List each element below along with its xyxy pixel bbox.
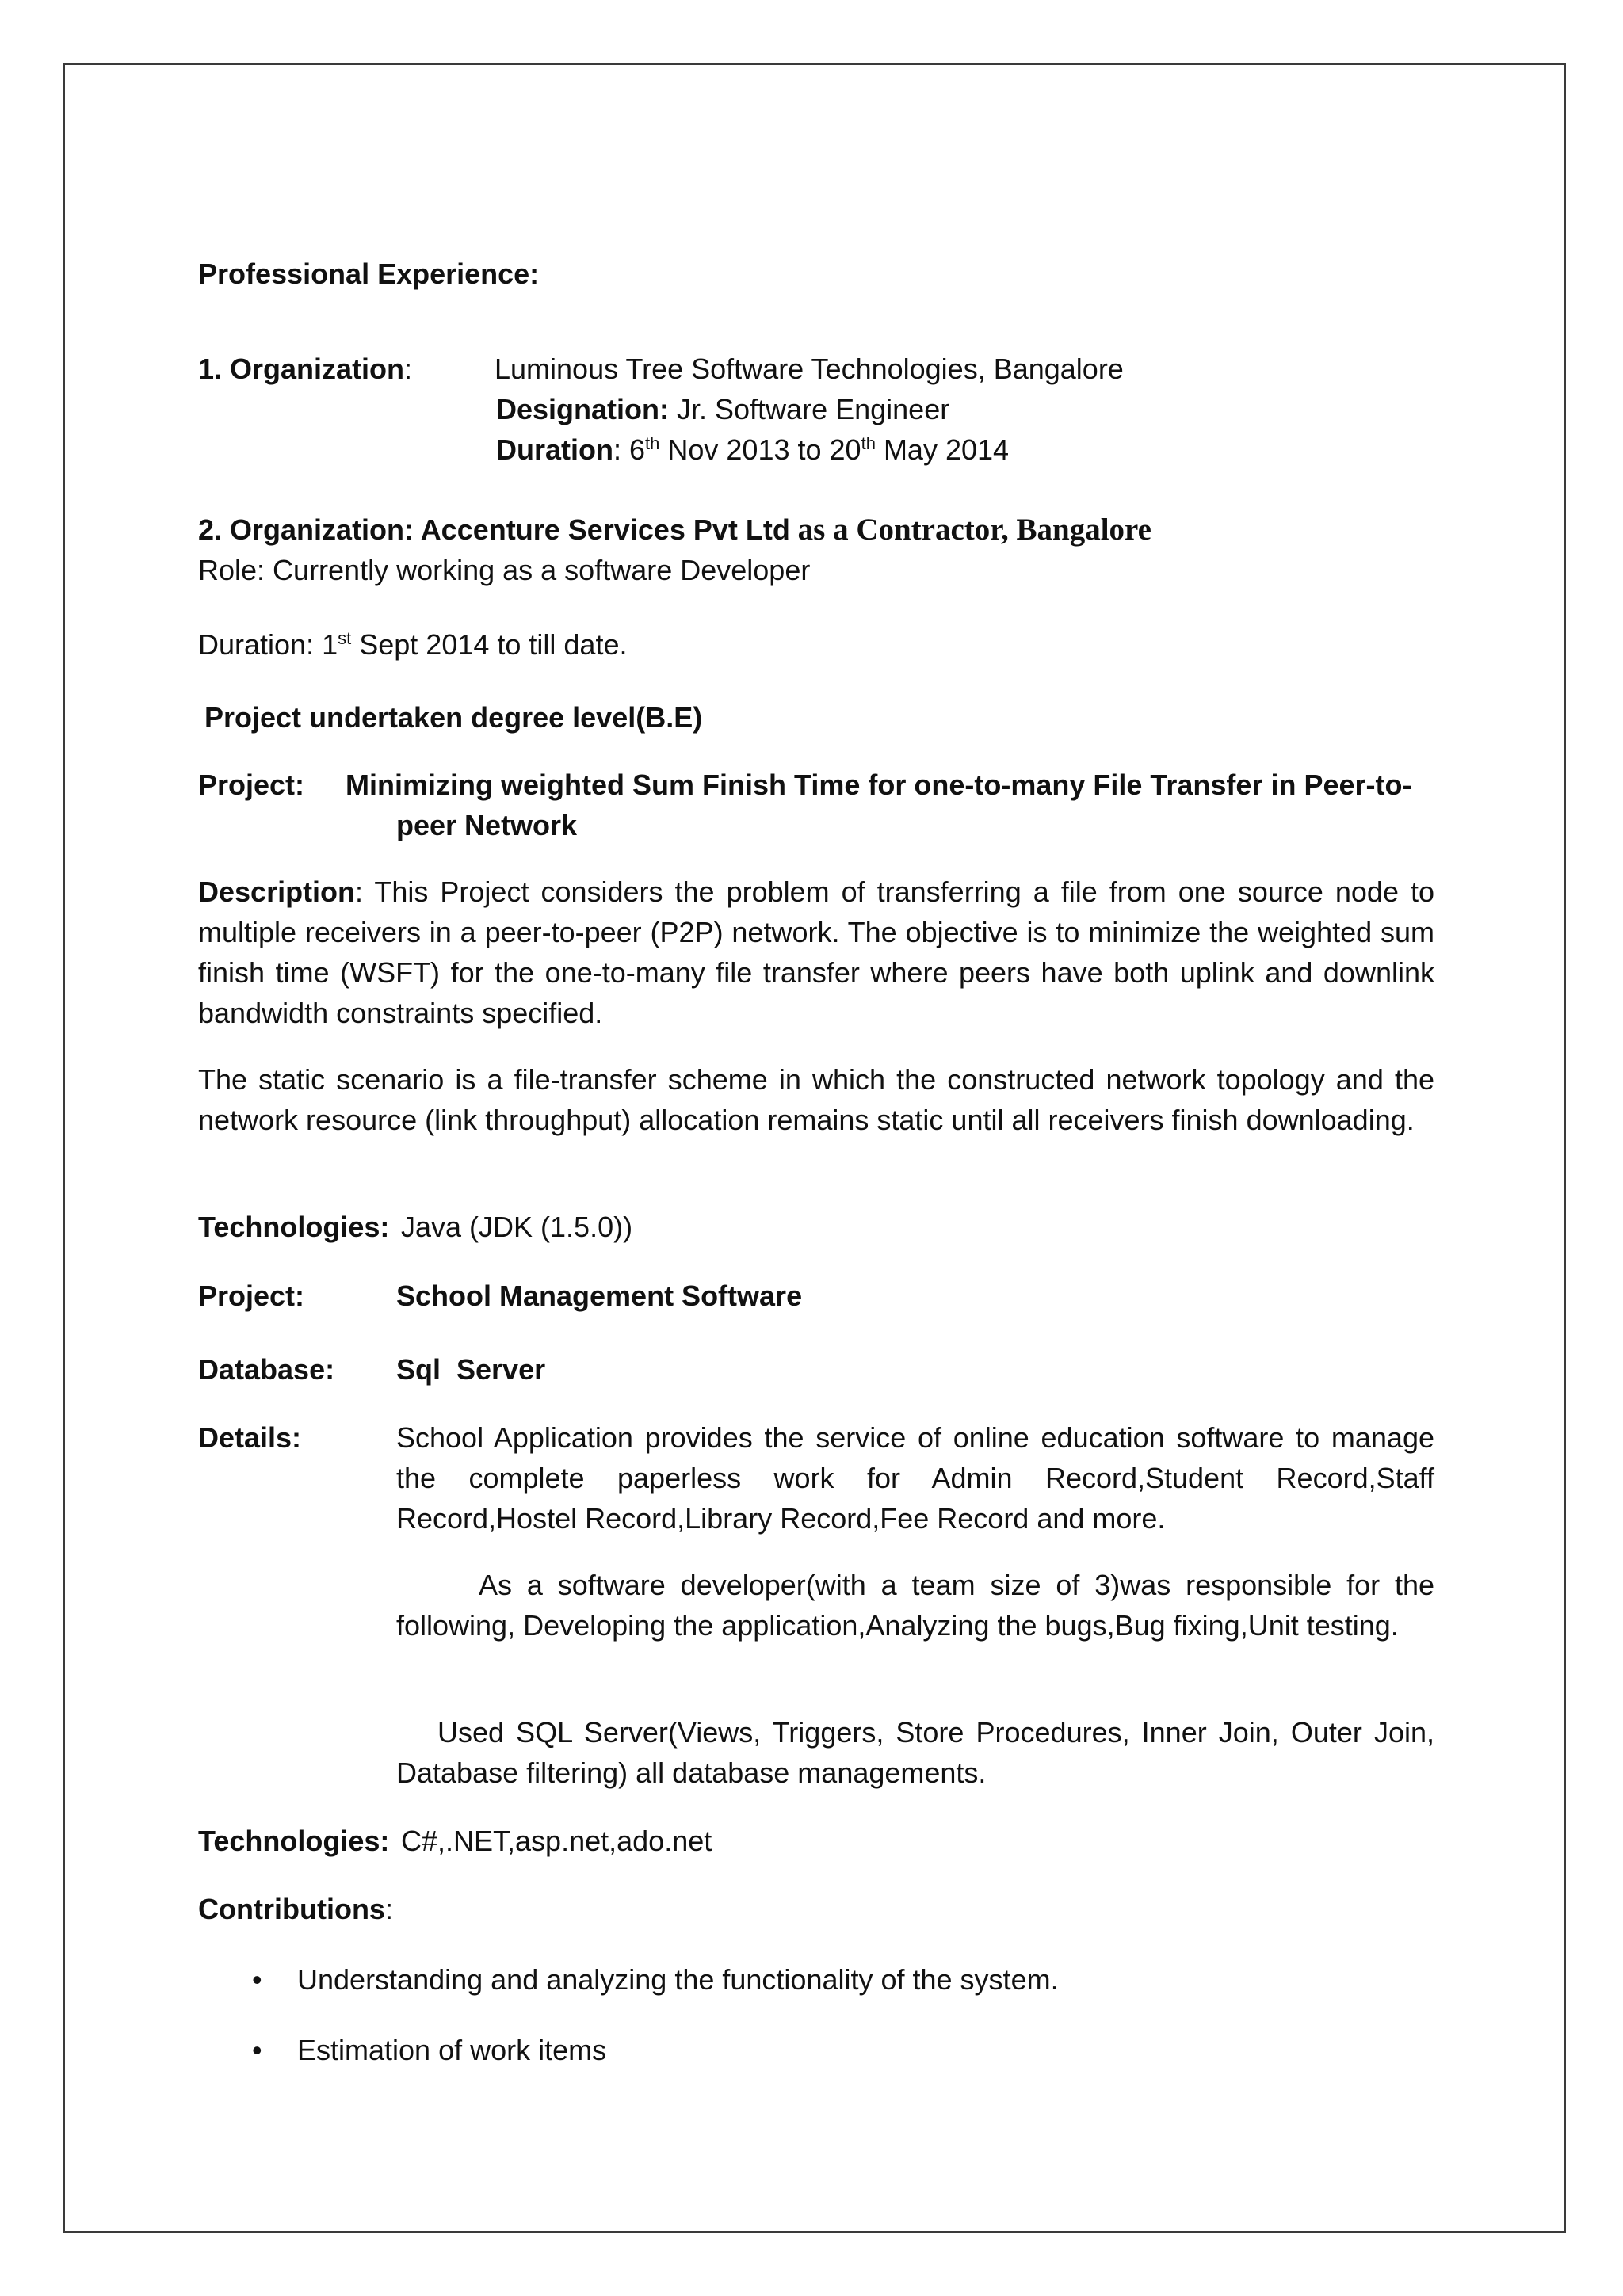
org1-duration-mid: Nov 2013 to 20: [659, 433, 861, 466]
project2-technologies-value: C#,.NET,asp.net,ado.net: [401, 1825, 712, 1857]
project2-details-label: Details:: [198, 1421, 302, 1454]
org1-label-colon: :: [404, 353, 413, 385]
project2-title: School Management Software: [396, 1280, 803, 1312]
degree-heading: Project undertaken degree level(B.E): [204, 701, 703, 734]
org1-duration-sup1: th: [645, 433, 660, 453]
org1-name: Luminous Tree Software Technologies, Bangalore: [495, 353, 1124, 385]
org1-duration: [496, 429, 1009, 470]
project2-database-row: [198, 1349, 1434, 1390]
project1-technologies-label: Technologies:: [198, 1211, 390, 1243]
contribution-item-1: Understanding and analyzing the functionality of the system.: [297, 1963, 1059, 1996]
bullet-icon: •: [252, 1963, 262, 1996]
project2-technologies-row: [198, 1821, 1434, 1861]
org2-duration: [198, 624, 1434, 665]
project2-database-label: Database:: [198, 1353, 335, 1386]
list-item: [198, 1959, 1434, 2000]
org2-label: 2. Organization: Accenture Services Pvt Ltd: [198, 513, 790, 546]
org1-designation-value: Jr. Software Engineer: [669, 393, 950, 425]
contributions-heading: [198, 1889, 1434, 1929]
org1-designation-row: [198, 389, 1434, 429]
org2-heading: [198, 509, 1434, 550]
org2-label-serif: as a Contractor, Bangalore: [789, 513, 1151, 547]
project1-description: [198, 871, 1434, 1033]
org1-designation-label: Designation:: [496, 393, 670, 425]
project2-details-p1: School Application provides the service of online education software to manage the complete paperless work for Admin Record,Student Record,Staff Record,Hostel Record,Library Record,Fee Record and more.: [396, 1421, 1434, 1535]
org1-duration-row: [198, 429, 1434, 470]
org1-designation: [496, 389, 949, 429]
project1-label: Project:: [198, 769, 305, 801]
org1-label: [198, 349, 412, 389]
project1-technologies-value: Java (JDK (1.5.0)): [401, 1211, 633, 1243]
project2-label: Project:: [198, 1280, 305, 1312]
project2-row: [198, 1276, 1434, 1316]
org1-label-text: 1. Organization: [198, 353, 405, 385]
project1-description-label: Description: [198, 875, 356, 908]
project1-title-line2: peer Network: [396, 809, 578, 841]
project2-database-value: Sql Server: [396, 1353, 546, 1386]
project2-details-p2: As a software developer(with a team size of 3)was responsible for the following, Developing the application,Analyzing the bugs,Bug fixing,Unit testing.: [396, 1569, 1434, 1642]
project1-technologies-row: [198, 1207, 1434, 1247]
list-item: [198, 2030, 1434, 2070]
org2-role: Role: Currently working as a software Developer: [198, 554, 811, 586]
org1-duration-end: May 2014: [875, 433, 1010, 466]
project2-details-p3: Used SQL Server(Views, Triggers, Store Procedures, Inner Join, Outer Join, Database filtering) all database managements.: [396, 1716, 1434, 1789]
project1-description-text: : This Project considers the problem of transferring a file from one source node to multiple receivers in a peer-to-peer (P2P) network. The objective is to minimize the weighted sum finish time (WSFT) for the one-to-many file transfer where peers have both uplink and downlink bandwidth constraints specified.: [198, 875, 1434, 1029]
project1-row: [198, 765, 1434, 845]
project1-static-scenario: The static scenario is a file-transfer scheme in which the constructed network topology and the network resource (link throughput) allocation remains static until all receivers finish downloading.: [198, 1063, 1434, 1136]
contributions-colon: :: [384, 1893, 393, 1925]
org2-duration-pre: Duration: 1: [198, 628, 338, 661]
org1-row: [198, 349, 1434, 389]
bullet-icon: •: [252, 2034, 262, 2066]
contributions-label: Contributions: [198, 1893, 385, 1925]
project2-technologies-label: Technologies:: [198, 1825, 390, 1857]
org1-duration-sup2: th: [861, 433, 876, 453]
contribution-item-2: Estimation of work items: [297, 2034, 607, 2066]
org1-duration-start: : 6: [613, 433, 646, 466]
org2-duration-sup: st: [338, 628, 352, 648]
section-heading: Professional Experience:: [198, 257, 540, 290]
org2-duration-post: Sept 2014 to till date.: [351, 628, 628, 661]
project1-title-line1: Minimizing weighted Sum Finish Time for one-to-many File Transfer in Peer-to-: [346, 769, 1412, 801]
org1-duration-label: Duration: [496, 433, 613, 466]
